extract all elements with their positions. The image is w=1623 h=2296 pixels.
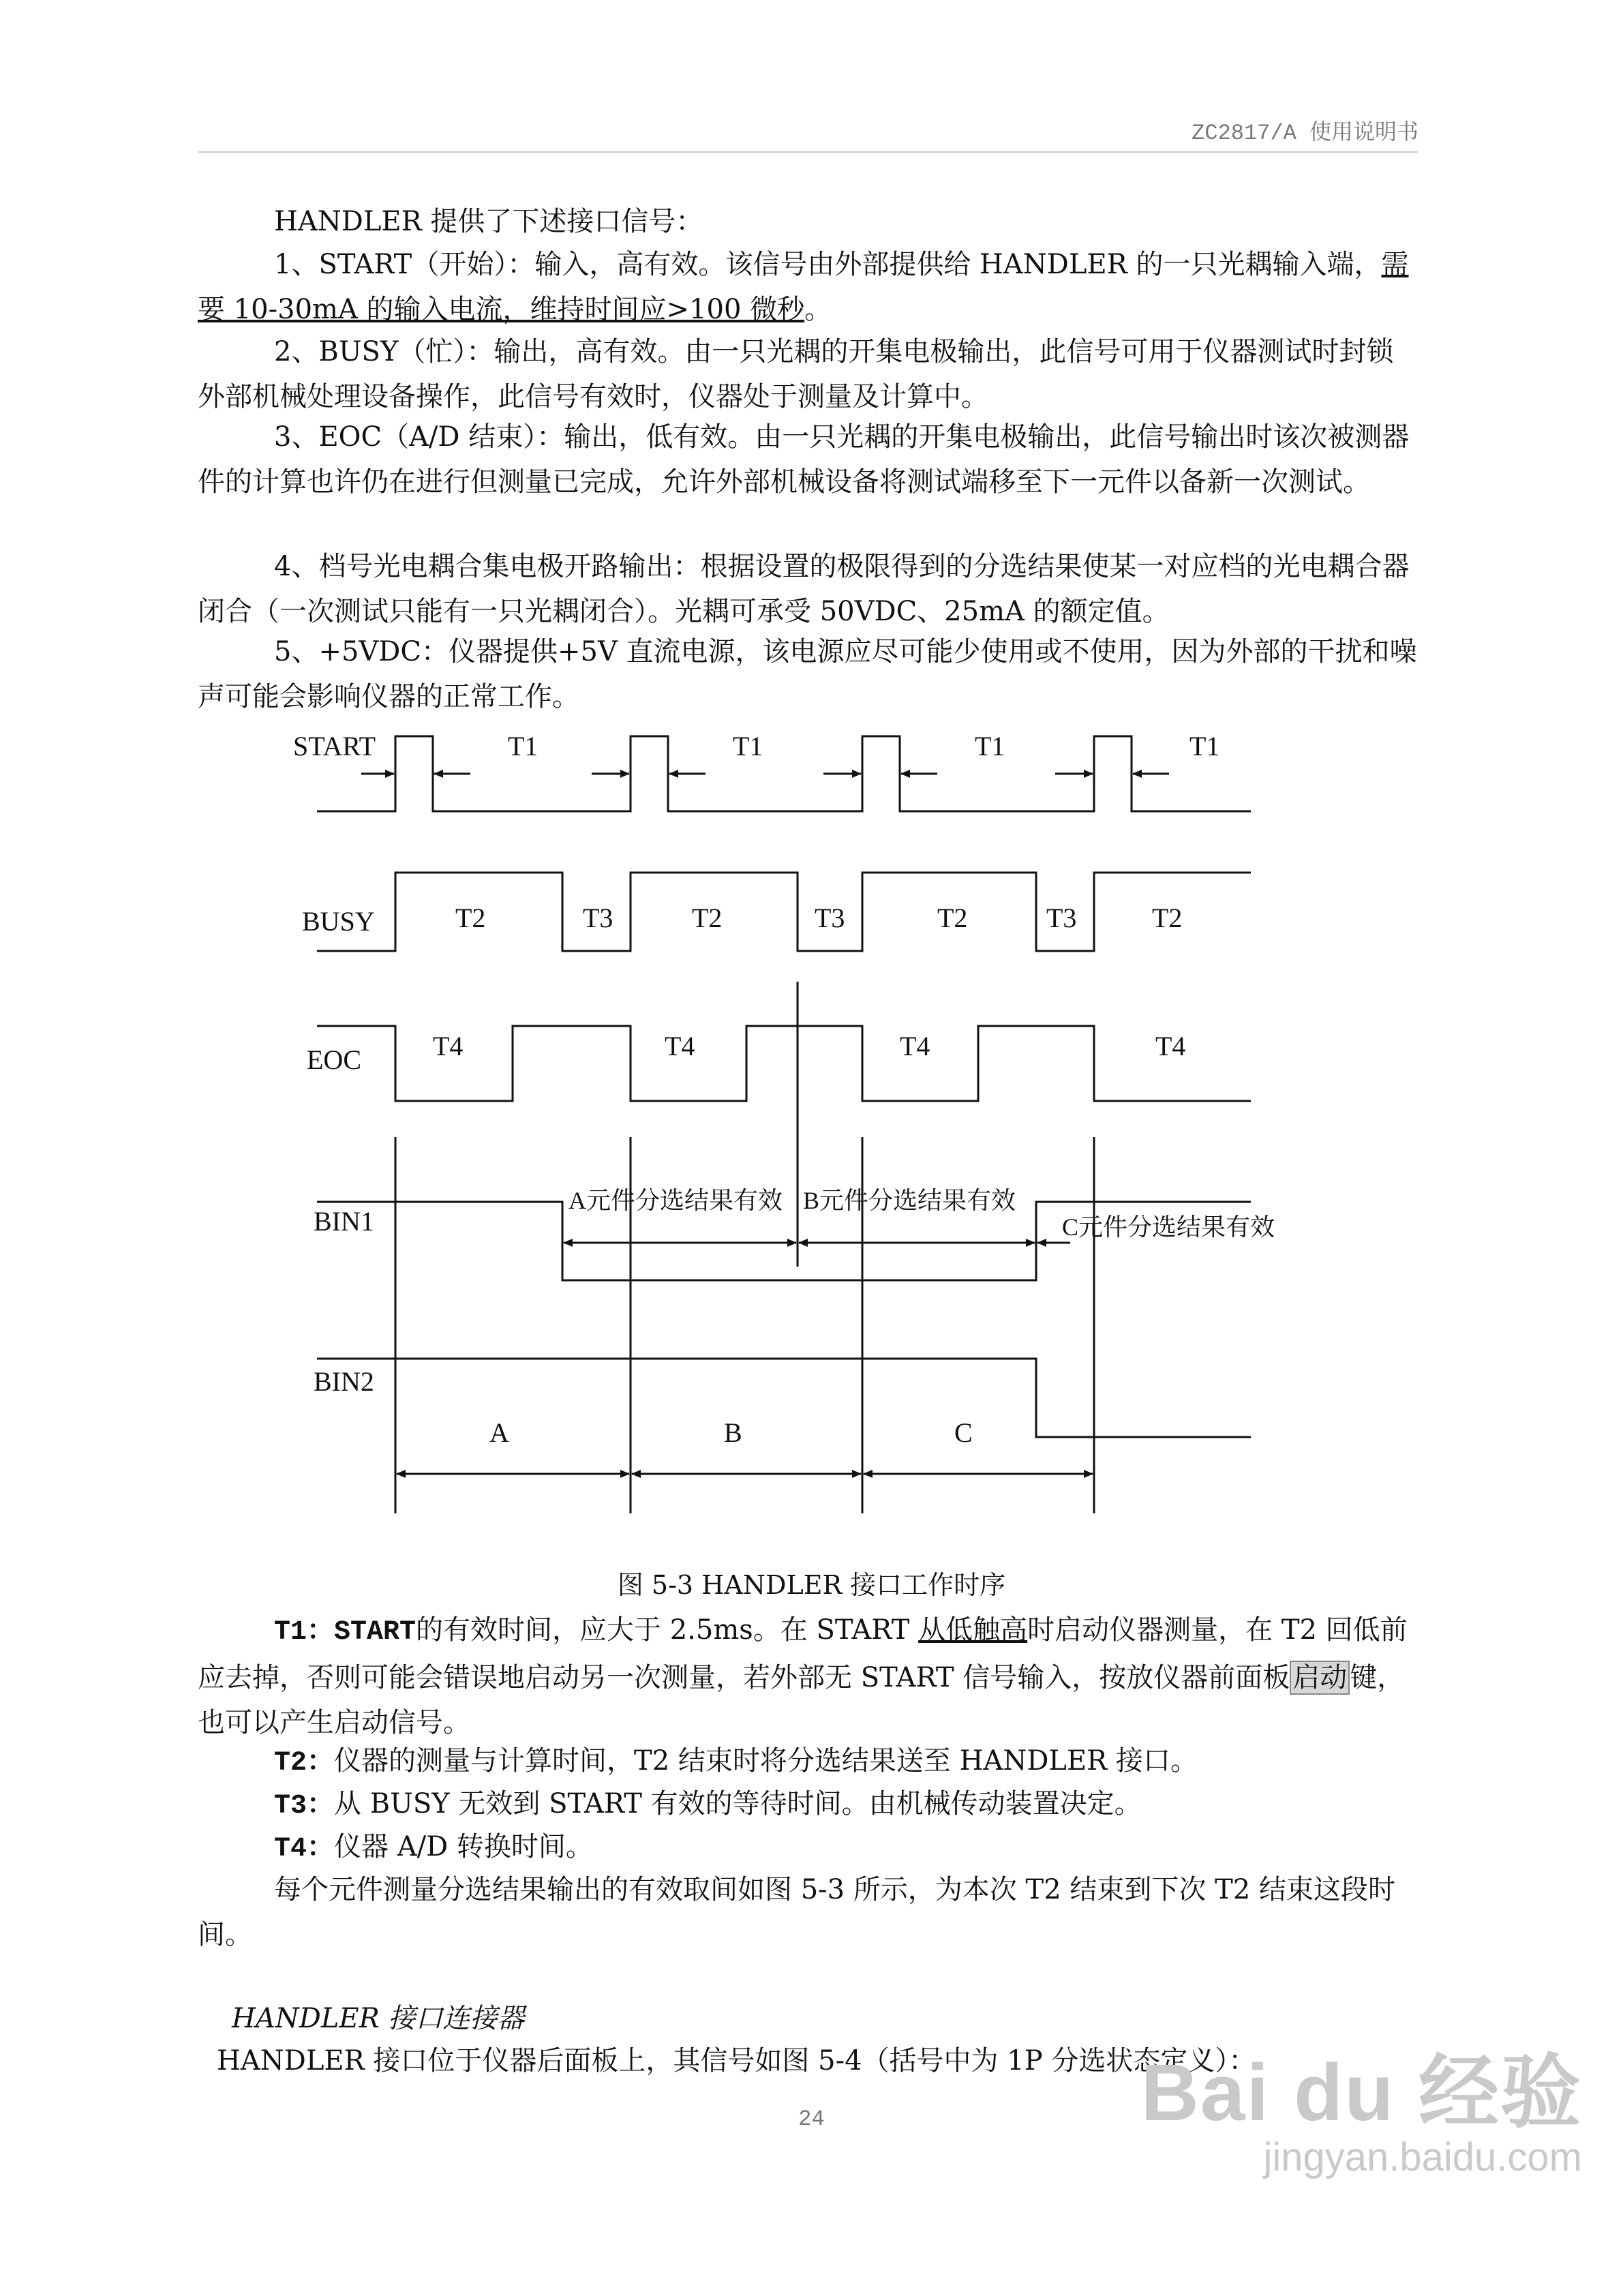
- watermark-url: jingyan.baidu.com: [1263, 2135, 1582, 2179]
- label-bin2: BIN2: [314, 1366, 374, 1397]
- label-t3-2: T3: [815, 903, 845, 933]
- label-valid-b: B元件分选结果有效: [803, 1187, 1016, 1214]
- summary-paragraph: 每个元件测量分选结果输出的有效取间如图 5-3 所示，为本次 T2 结束到下次 T2 结束这段时间。: [198, 1874, 1395, 1950]
- watermark: [1140, 2048, 1582, 2181]
- label-t3-3: T3: [1046, 903, 1077, 933]
- label-t2-4: T2: [1152, 903, 1183, 933]
- t3-note-text: 从 BUSY 无效到 START 有效的等待时间。由机械传动装置决定。: [334, 1788, 1142, 1819]
- label-t2-2: T2: [692, 903, 723, 933]
- t1-note-paragraph: [198, 1607, 1418, 1745]
- label-t1-1: T1: [508, 731, 539, 761]
- connector-heading: HANDLER 接口连接器: [232, 2003, 525, 2034]
- t4-note-text: 仪器 A/D 转换时间。: [334, 1831, 593, 1862]
- t1-note-underlined: 从低触高: [918, 1614, 1028, 1646]
- label-t4-2: T4: [665, 1031, 695, 1061]
- start-key-label: 启动: [1290, 1661, 1350, 1695]
- label-t1-2: T1: [733, 731, 763, 761]
- item-4-paragraph: 4、档号光电耦合集电极开路输出：根据设置的极限得到的分选结果使某一对应档的光电耦合器闭合（一次测试只能有一只光耦闭合）。光耦可承受 50VDC、25mA 的额定值。: [198, 551, 1410, 627]
- item-1-underlined: 需要 10-30mA 的输入电流，维持时间应>100 微秒: [198, 249, 1409, 325]
- label-t4-1: T4: [433, 1031, 464, 1061]
- label-t1-4: T1: [1189, 731, 1220, 761]
- label-valid-c: C元件分选结果有效: [1062, 1213, 1275, 1241]
- t4-note-label: T4：: [274, 1834, 335, 1864]
- t1-note-text-a: 的有效时间，应大于 2.5ms。在 START: [416, 1614, 919, 1646]
- label-t4-3: T4: [900, 1031, 930, 1061]
- item-2-paragraph: 2、BUSY（忙）：输出，高有效。由一只光耦的开集电极输出，此信号可用于仪器测试时封锁外部机械处理设备操作，此信号有效时，仪器处于测量及计算中。: [198, 336, 1394, 412]
- page-header: ZC2817/A 使用说明书: [1192, 121, 1419, 146]
- bin2-waveform: [317, 1359, 1251, 1437]
- label-t2-1: T2: [455, 903, 486, 933]
- label-interval-a: A: [489, 1417, 509, 1448]
- t4-note-paragraph: [198, 1824, 1418, 1872]
- intro-paragraph: HANDLER 提供了下述接口信号：: [274, 206, 703, 237]
- t1-note-text-d: 键，也可以产生启动信号。: [198, 1662, 1405, 1738]
- label-interval-c: C: [954, 1417, 973, 1448]
- label-t3-1: T3: [583, 903, 613, 933]
- label-bin1: BIN1: [314, 1206, 374, 1237]
- t2-note-label: T2：: [274, 1748, 335, 1779]
- t3-note-paragraph: [198, 1781, 1418, 1829]
- label-interval-b: B: [724, 1417, 742, 1448]
- item-5-paragraph: 5、+5VDC：仪器提供+5V 直流电源，该电源应尽可能少使用或不使用，因为外部的干扰和噪声可能会影响仪器的正常工作。: [198, 636, 1417, 712]
- label-t1-3: T1: [975, 731, 1005, 761]
- t2-note-paragraph: [198, 1738, 1418, 1786]
- watermark-brand: Bai du 经验: [1140, 2048, 1582, 2138]
- figure-caption: 图 5-3 HANDLER 接口工作时序: [617, 1570, 1006, 1600]
- t3-note-label: T3：: [274, 1791, 335, 1822]
- page-number: 24: [798, 2106, 825, 2132]
- label-valid-a: A元件分选结果有效: [568, 1187, 783, 1214]
- item-3-paragraph: 3、EOC（A/D 结束）：输出，低有效。由一只光耦的开集电极输出，此信号输出时该次被测器件的计算也许仍在进行但测量已完成，允许外部机械设备将测试端移至下一元件以备新一次测试。: [198, 421, 1410, 498]
- item-1-end: 。: [804, 294, 832, 325]
- t1-note-text-c: 时启动仪器测量，在 T2 回低前应去掉，否则可能会错误地启动另一次测量，若外部无 START 信号输入，按放仪器前面板: [198, 1614, 1408, 1693]
- connector-paragraph: HANDLER 接口位于仪器后面板上，其信号如图 5-4（括号中为 1P 分选状态定义）：: [217, 2045, 1256, 2076]
- t2-note-text: 仪器的测量与计算时间，T2 结束时将分选结果送至 HANDLER 接口。: [334, 1745, 1198, 1777]
- label-t2-3: T2: [937, 903, 968, 933]
- label-eoc: EOC: [307, 1044, 361, 1075]
- t1-note-label: T1：START: [274, 1617, 416, 1648]
- item-1-text: 1、START（开始）：输入，高有效。该信号由外部提供给 HANDLER 的一只光耦输入端，: [274, 249, 1382, 280]
- label-t4-4: T4: [1155, 1031, 1186, 1061]
- label-start: START: [293, 731, 376, 761]
- label-busy: BUSY: [302, 906, 375, 937]
